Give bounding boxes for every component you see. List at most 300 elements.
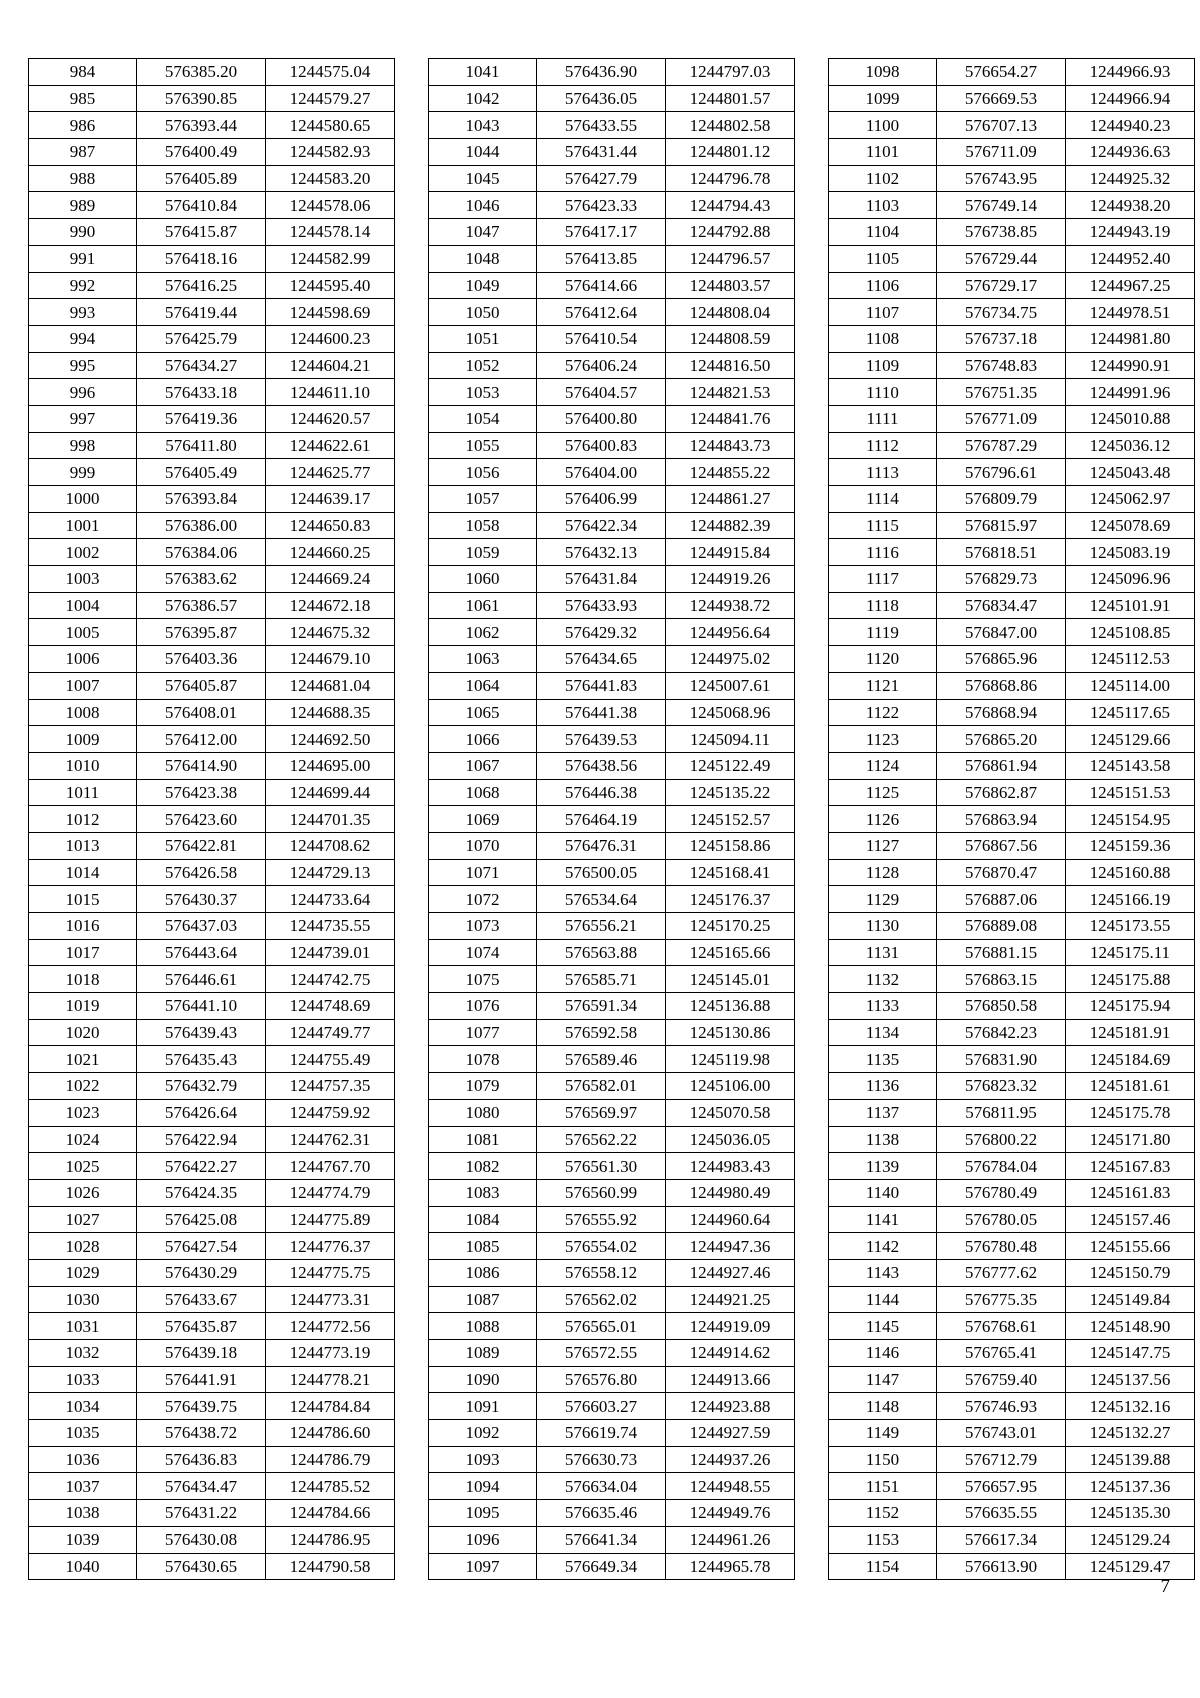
y-coordinate-cell: 1244956.64	[666, 619, 795, 646]
table-row	[29, 913, 395, 940]
table-row	[29, 85, 395, 112]
table-row	[429, 913, 795, 940]
y-coordinate-cell: 1244923.88	[666, 1393, 795, 1420]
table-row	[429, 1393, 795, 1420]
table-row	[829, 1553, 1195, 1580]
x-coordinate-cell: 576395.87	[137, 619, 266, 646]
table-row	[829, 272, 1195, 299]
point-number-cell: 1098	[829, 59, 937, 86]
point-number-cell: 1090	[429, 1366, 537, 1393]
y-coordinate-cell: 1245149.84	[1066, 1286, 1195, 1313]
table-row	[429, 966, 795, 993]
point-number-cell: 1001	[29, 512, 137, 539]
table-row	[829, 459, 1195, 486]
point-number-cell: 1041	[429, 59, 537, 86]
y-coordinate-cell: 1245176.37	[666, 886, 795, 913]
page-number: 7	[1160, 1576, 1170, 1597]
table-row	[29, 539, 395, 566]
x-coordinate-cell: 576868.94	[937, 699, 1066, 726]
x-coordinate-cell: 576386.57	[137, 592, 266, 619]
x-coordinate-cell: 576426.64	[137, 1099, 266, 1126]
y-coordinate-cell: 1245078.69	[1066, 512, 1195, 539]
table-row	[29, 272, 395, 299]
y-coordinate-cell: 1245108.85	[1066, 619, 1195, 646]
x-coordinate-cell: 576431.22	[137, 1500, 266, 1527]
x-coordinate-cell: 576432.13	[537, 539, 666, 566]
point-number-cell: 992	[29, 272, 137, 299]
y-coordinate-cell: 1244767.70	[266, 1153, 395, 1180]
point-number-cell: 1024	[29, 1126, 137, 1153]
y-coordinate-cell: 1245160.88	[1066, 859, 1195, 886]
y-coordinate-cell: 1244980.49	[666, 1179, 795, 1206]
y-coordinate-cell: 1244919.26	[666, 566, 795, 593]
x-coordinate-cell: 576384.06	[137, 539, 266, 566]
table-row	[429, 1019, 795, 1046]
table-row	[429, 592, 795, 619]
x-coordinate-cell: 576422.34	[537, 512, 666, 539]
point-number-cell: 1144	[829, 1286, 937, 1313]
point-number-cell: 1026	[29, 1179, 137, 1206]
point-number-cell: 1056	[429, 459, 537, 486]
table-row	[29, 859, 395, 886]
x-coordinate-cell: 576433.67	[137, 1286, 266, 1313]
y-coordinate-cell: 1245122.49	[666, 752, 795, 779]
point-number-cell: 1122	[829, 699, 937, 726]
point-number-cell: 1019	[29, 993, 137, 1020]
x-coordinate-cell: 576435.43	[137, 1046, 266, 1073]
x-coordinate-cell: 576412.00	[137, 726, 266, 753]
point-number-cell: 1094	[429, 1473, 537, 1500]
point-number-cell: 1105	[829, 245, 937, 272]
y-coordinate-cell: 1245070.58	[666, 1099, 795, 1126]
x-coordinate-cell: 576630.73	[537, 1446, 666, 1473]
table-row	[29, 1233, 395, 1260]
table-row	[829, 405, 1195, 432]
y-coordinate-cell: 1244975.02	[666, 646, 795, 673]
y-coordinate-cell: 1245175.78	[1066, 1099, 1195, 1126]
point-number-cell: 1134	[829, 1019, 937, 1046]
y-coordinate-cell: 1245112.53	[1066, 646, 1195, 673]
y-coordinate-cell: 1245007.61	[666, 672, 795, 699]
point-number-cell: 990	[29, 219, 137, 246]
x-coordinate-cell: 576419.44	[137, 299, 266, 326]
y-coordinate-cell: 1244784.84	[266, 1393, 395, 1420]
y-coordinate-cell: 1244990.91	[1066, 352, 1195, 379]
table-row	[429, 352, 795, 379]
x-coordinate-cell: 576617.34	[937, 1526, 1066, 1553]
x-coordinate-cell: 576414.66	[537, 272, 666, 299]
x-coordinate-cell: 576589.46	[537, 1046, 666, 1073]
table-row	[829, 1340, 1195, 1367]
point-number-cell: 1036	[29, 1446, 137, 1473]
x-coordinate-cell: 576737.18	[937, 325, 1066, 352]
table-row	[829, 245, 1195, 272]
table-row	[429, 272, 795, 299]
y-coordinate-cell: 1244801.57	[666, 85, 795, 112]
point-number-cell: 994	[29, 325, 137, 352]
x-coordinate-cell: 576383.62	[137, 566, 266, 593]
x-coordinate-cell: 576415.87	[137, 219, 266, 246]
y-coordinate-cell: 1244919.09	[666, 1313, 795, 1340]
point-number-cell: 1016	[29, 913, 137, 940]
point-number-cell: 1088	[429, 1313, 537, 1340]
x-coordinate-cell: 576591.34	[537, 993, 666, 1020]
x-coordinate-cell: 576865.96	[937, 646, 1066, 673]
table-row	[829, 672, 1195, 699]
point-number-cell: 1059	[429, 539, 537, 566]
x-coordinate-cell: 576867.56	[937, 832, 1066, 859]
table-row	[29, 1153, 395, 1180]
table-row	[429, 1046, 795, 1073]
x-coordinate-cell: 576434.65	[537, 646, 666, 673]
point-number-cell: 1052	[429, 352, 537, 379]
table-row	[29, 112, 395, 139]
table-row	[29, 219, 395, 246]
x-coordinate-cell: 576842.23	[937, 1019, 1066, 1046]
y-coordinate-cell: 1245137.56	[1066, 1366, 1195, 1393]
point-number-cell: 1067	[429, 752, 537, 779]
table-row	[829, 219, 1195, 246]
x-coordinate-cell: 576585.71	[537, 966, 666, 993]
y-coordinate-cell: 1244786.95	[266, 1526, 395, 1553]
y-coordinate-cell: 1245135.30	[1066, 1500, 1195, 1527]
y-coordinate-cell: 1244579.27	[266, 85, 395, 112]
point-number-cell: 1068	[429, 779, 537, 806]
point-number-cell: 1095	[429, 1500, 537, 1527]
table-row	[829, 486, 1195, 513]
y-coordinate-cell: 1244785.52	[266, 1473, 395, 1500]
y-coordinate-cell: 1245175.88	[1066, 966, 1195, 993]
point-number-cell: 1005	[29, 619, 137, 646]
y-coordinate-cell: 1244772.56	[266, 1313, 395, 1340]
point-number-cell: 1044	[429, 139, 537, 166]
table-row	[29, 1019, 395, 1046]
x-coordinate-cell: 576435.87	[137, 1313, 266, 1340]
point-number-cell: 1003	[29, 566, 137, 593]
x-coordinate-cell: 576446.61	[137, 966, 266, 993]
y-coordinate-cell: 1244773.19	[266, 1340, 395, 1367]
point-number-cell: 1029	[29, 1259, 137, 1286]
y-coordinate-cell: 1244983.43	[666, 1153, 795, 1180]
table-row	[29, 1073, 395, 1100]
point-number-cell: 1104	[829, 219, 937, 246]
y-coordinate-cell: 1245181.91	[1066, 1019, 1195, 1046]
table-row	[29, 939, 395, 966]
x-coordinate-cell: 576657.95	[937, 1473, 1066, 1500]
y-coordinate-cell: 1245136.88	[666, 993, 795, 1020]
point-number-cell: 996	[29, 379, 137, 406]
x-coordinate-cell: 576887.06	[937, 886, 1066, 913]
table-row	[29, 1126, 395, 1153]
table-row	[429, 619, 795, 646]
x-coordinate-cell: 576443.64	[137, 939, 266, 966]
point-number-cell: 1035	[29, 1420, 137, 1447]
table-row	[29, 139, 395, 166]
table-row	[29, 352, 395, 379]
y-coordinate-cell: 1245154.95	[1066, 806, 1195, 833]
table-row	[829, 379, 1195, 406]
x-coordinate-cell: 576780.49	[937, 1179, 1066, 1206]
table-row	[829, 1099, 1195, 1126]
point-number-cell: 1074	[429, 939, 537, 966]
y-coordinate-cell: 1244672.18	[266, 592, 395, 619]
table-row	[829, 966, 1195, 993]
y-coordinate-cell: 1244733.64	[266, 886, 395, 913]
table-row	[29, 699, 395, 726]
table-row	[429, 112, 795, 139]
table-row	[29, 1420, 395, 1447]
y-coordinate-cell: 1244882.39	[666, 512, 795, 539]
x-coordinate-cell: 576635.46	[537, 1500, 666, 1527]
x-coordinate-cell: 576433.93	[537, 592, 666, 619]
y-coordinate-cell: 1244775.75	[266, 1259, 395, 1286]
table-row	[429, 1126, 795, 1153]
table-row	[29, 752, 395, 779]
table-row	[29, 779, 395, 806]
point-number-cell: 1021	[29, 1046, 137, 1073]
y-coordinate-cell: 1244762.31	[266, 1126, 395, 1153]
y-coordinate-cell: 1245152.57	[666, 806, 795, 833]
point-number-cell: 1054	[429, 405, 537, 432]
y-coordinate-cell: 1245132.16	[1066, 1393, 1195, 1420]
y-coordinate-cell: 1245036.05	[666, 1126, 795, 1153]
point-number-cell: 1101	[829, 139, 937, 166]
point-number-cell: 1027	[29, 1206, 137, 1233]
point-number-cell: 1051	[429, 325, 537, 352]
x-coordinate-cell: 576729.17	[937, 272, 1066, 299]
x-coordinate-cell: 576775.35	[937, 1286, 1066, 1313]
y-coordinate-cell: 1244808.04	[666, 299, 795, 326]
table-row	[829, 592, 1195, 619]
point-number-cell: 1048	[429, 245, 537, 272]
point-number-cell: 1055	[429, 432, 537, 459]
point-number-cell: 1154	[829, 1553, 937, 1580]
table-row	[429, 1233, 795, 1260]
y-coordinate-cell: 1245166.19	[1066, 886, 1195, 913]
table-row	[29, 405, 395, 432]
table-row	[29, 245, 395, 272]
point-number-cell: 1114	[829, 486, 937, 513]
y-coordinate-cell: 1245129.47	[1066, 1553, 1195, 1580]
x-coordinate-cell: 576780.48	[937, 1233, 1066, 1260]
point-number-cell: 1149	[829, 1420, 937, 1447]
x-coordinate-cell: 576404.00	[537, 459, 666, 486]
point-number-cell: 1153	[829, 1526, 937, 1553]
x-coordinate-cell: 576436.05	[537, 85, 666, 112]
table-row	[29, 512, 395, 539]
point-number-cell: 1066	[429, 726, 537, 753]
x-coordinate-cell: 576424.35	[137, 1179, 266, 1206]
point-number-cell: 1125	[829, 779, 937, 806]
table-row	[829, 646, 1195, 673]
table-row	[429, 1259, 795, 1286]
point-number-cell: 1049	[429, 272, 537, 299]
point-number-cell: 1031	[29, 1313, 137, 1340]
point-number-cell: 993	[29, 299, 137, 326]
table-row	[829, 139, 1195, 166]
x-coordinate-cell: 576430.65	[137, 1553, 266, 1580]
x-coordinate-cell: 576649.34	[537, 1553, 666, 1580]
table-row	[429, 672, 795, 699]
table-row	[829, 352, 1195, 379]
x-coordinate-cell: 576410.84	[137, 192, 266, 219]
table-row	[429, 752, 795, 779]
y-coordinate-cell: 1245181.61	[1066, 1073, 1195, 1100]
y-coordinate-cell: 1244773.31	[266, 1286, 395, 1313]
y-coordinate-cell: 1245106.00	[666, 1073, 795, 1100]
point-number-cell: 1142	[829, 1233, 937, 1260]
point-number-cell: 1034	[29, 1393, 137, 1420]
table-row	[29, 1446, 395, 1473]
y-coordinate-cell: 1245096.96	[1066, 566, 1195, 593]
point-number-cell: 1033	[29, 1366, 137, 1393]
point-number-cell: 1011	[29, 779, 137, 806]
x-coordinate-cell: 576417.17	[537, 219, 666, 246]
x-coordinate-cell: 576439.18	[137, 1340, 266, 1367]
point-number-cell: 1141	[829, 1206, 937, 1233]
table-row	[29, 672, 395, 699]
x-coordinate-cell: 576400.80	[537, 405, 666, 432]
x-coordinate-cell: 576561.30	[537, 1153, 666, 1180]
x-coordinate-cell: 576438.72	[137, 1420, 266, 1447]
point-number-cell: 1118	[829, 592, 937, 619]
point-number-cell: 1010	[29, 752, 137, 779]
x-coordinate-cell: 576464.19	[537, 806, 666, 833]
x-coordinate-cell: 576500.05	[537, 859, 666, 886]
table-row	[829, 1153, 1195, 1180]
table-row	[829, 165, 1195, 192]
y-coordinate-cell: 1245129.24	[1066, 1526, 1195, 1553]
table-row	[829, 192, 1195, 219]
y-coordinate-cell: 1245170.25	[666, 913, 795, 940]
point-number-cell: 1110	[829, 379, 937, 406]
y-coordinate-cell: 1244580.65	[266, 112, 395, 139]
point-number-cell: 1038	[29, 1500, 137, 1527]
y-coordinate-cell: 1244921.25	[666, 1286, 795, 1313]
table-row	[429, 432, 795, 459]
y-coordinate-cell: 1244816.50	[666, 352, 795, 379]
y-coordinate-cell: 1245159.36	[1066, 832, 1195, 859]
table-row	[29, 566, 395, 593]
point-number-cell: 1008	[29, 699, 137, 726]
x-coordinate-cell: 576422.27	[137, 1153, 266, 1180]
x-coordinate-cell: 576433.18	[137, 379, 266, 406]
x-coordinate-cell: 576436.83	[137, 1446, 266, 1473]
point-number-cell: 997	[29, 405, 137, 432]
x-coordinate-cell: 576393.44	[137, 112, 266, 139]
point-number-cell: 1023	[29, 1099, 137, 1126]
point-number-cell: 1007	[29, 672, 137, 699]
point-number-cell: 1116	[829, 539, 937, 566]
point-number-cell: 1123	[829, 726, 937, 753]
y-coordinate-cell: 1245114.00	[1066, 672, 1195, 699]
table-row	[429, 779, 795, 806]
y-coordinate-cell: 1244803.57	[666, 272, 795, 299]
y-coordinate-cell: 1245043.48	[1066, 459, 1195, 486]
table-row	[429, 726, 795, 753]
x-coordinate-cell: 576818.51	[937, 539, 1066, 566]
table-row	[429, 405, 795, 432]
table-row	[29, 1366, 395, 1393]
table-row	[829, 1526, 1195, 1553]
table-row	[29, 966, 395, 993]
y-coordinate-cell: 1245119.98	[666, 1046, 795, 1073]
y-coordinate-cell: 1244965.78	[666, 1553, 795, 1580]
y-coordinate-cell: 1244792.88	[666, 219, 795, 246]
x-coordinate-cell: 576861.94	[937, 752, 1066, 779]
x-coordinate-cell: 576881.15	[937, 939, 1066, 966]
x-coordinate-cell: 576400.49	[137, 139, 266, 166]
y-coordinate-cell: 1244927.46	[666, 1259, 795, 1286]
table-row	[429, 139, 795, 166]
point-number-cell: 985	[29, 85, 137, 112]
y-coordinate-cell: 1244784.66	[266, 1500, 395, 1527]
x-coordinate-cell: 576831.90	[937, 1046, 1066, 1073]
y-coordinate-cell: 1244790.58	[266, 1553, 395, 1580]
table-row	[829, 85, 1195, 112]
x-coordinate-cell: 576829.73	[937, 566, 1066, 593]
y-coordinate-cell: 1244729.13	[266, 859, 395, 886]
x-coordinate-cell: 576406.99	[537, 486, 666, 513]
x-coordinate-cell: 576569.97	[537, 1099, 666, 1126]
y-coordinate-cell: 1244861.27	[666, 486, 795, 513]
x-coordinate-cell: 576870.47	[937, 859, 1066, 886]
x-coordinate-cell: 576441.91	[137, 1366, 266, 1393]
y-coordinate-cell: 1244855.22	[666, 459, 795, 486]
x-coordinate-cell: 576427.79	[537, 165, 666, 192]
x-coordinate-cell: 576863.94	[937, 806, 1066, 833]
y-coordinate-cell: 1244947.36	[666, 1233, 795, 1260]
y-coordinate-cell: 1244611.10	[266, 379, 395, 406]
point-number-cell: 1050	[429, 299, 537, 326]
x-coordinate-cell: 576433.55	[537, 112, 666, 139]
y-coordinate-cell: 1245083.19	[1066, 539, 1195, 566]
y-coordinate-cell: 1244748.69	[266, 993, 395, 1020]
point-number-cell: 1124	[829, 752, 937, 779]
y-coordinate-cell: 1244938.72	[666, 592, 795, 619]
table-row	[429, 806, 795, 833]
table-row	[829, 1313, 1195, 1340]
x-coordinate-cell: 576405.87	[137, 672, 266, 699]
y-coordinate-cell: 1244843.73	[666, 432, 795, 459]
table-row	[829, 993, 1195, 1020]
point-number-cell: 1145	[829, 1313, 937, 1340]
table-row	[429, 832, 795, 859]
y-coordinate-cell: 1244913.66	[666, 1366, 795, 1393]
table-row	[829, 859, 1195, 886]
y-coordinate-cell: 1245151.53	[1066, 779, 1195, 806]
point-number-cell: 1077	[429, 1019, 537, 1046]
y-coordinate-cell: 1245094.11	[666, 726, 795, 753]
y-coordinate-cell: 1245150.79	[1066, 1259, 1195, 1286]
y-coordinate-cell: 1244660.25	[266, 539, 395, 566]
coordinate-table-3	[828, 58, 1195, 1580]
x-coordinate-cell: 576572.55	[537, 1340, 666, 1367]
y-coordinate-cell: 1244802.58	[666, 112, 795, 139]
point-number-cell: 1060	[429, 566, 537, 593]
table-row	[429, 1179, 795, 1206]
y-coordinate-cell: 1244742.75	[266, 966, 395, 993]
x-coordinate-cell: 576418.16	[137, 245, 266, 272]
point-number-cell: 1120	[829, 646, 937, 673]
point-number-cell: 1009	[29, 726, 137, 753]
x-coordinate-cell: 576809.79	[937, 486, 1066, 513]
table-row	[29, 592, 395, 619]
x-coordinate-cell: 576729.44	[937, 245, 1066, 272]
table-row	[29, 1393, 395, 1420]
x-coordinate-cell: 576800.22	[937, 1126, 1066, 1153]
point-number-cell: 1000	[29, 486, 137, 513]
